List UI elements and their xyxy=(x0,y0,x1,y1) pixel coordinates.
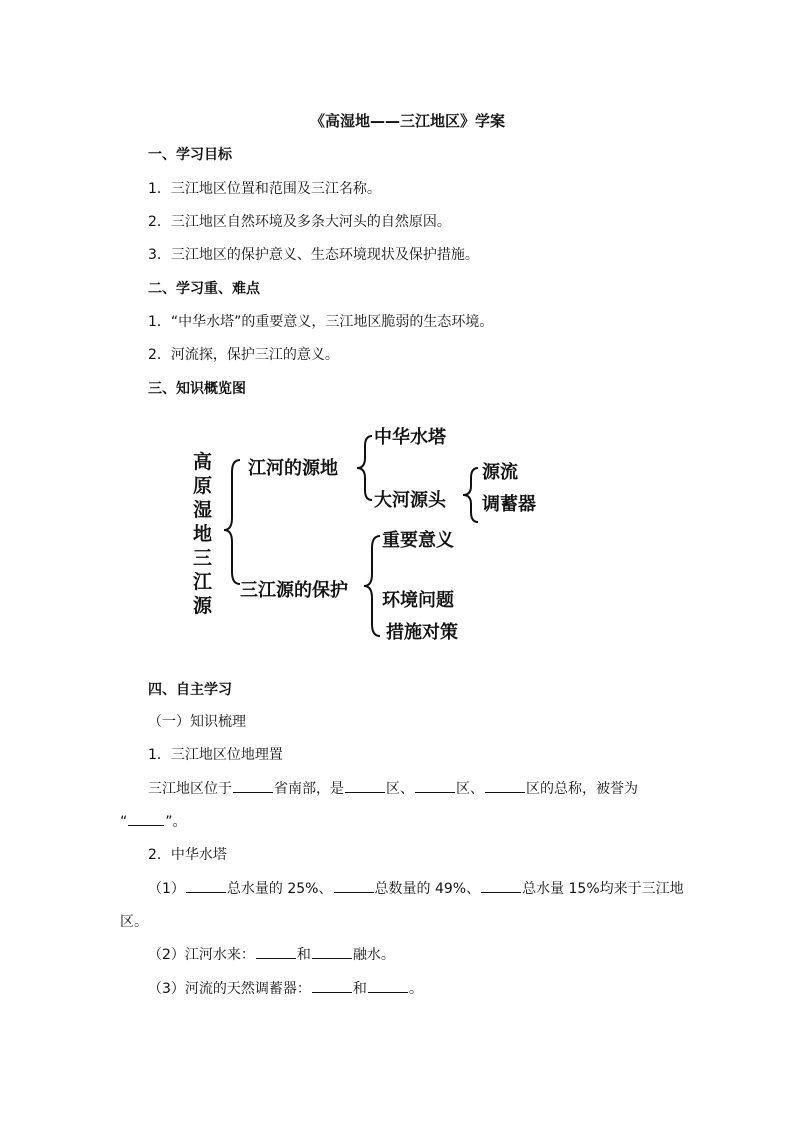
text: 融水。 xyxy=(352,947,395,963)
text: 区。 xyxy=(120,914,148,930)
concept-map xyxy=(0,410,794,670)
fill-line xyxy=(148,878,684,898)
blank[interactable] xyxy=(481,878,521,893)
blank[interactable] xyxy=(312,944,352,959)
text: ”。 xyxy=(165,814,187,830)
fill-line xyxy=(148,944,395,964)
goal-item: 3．三江地区的保护意义、生态环境现状及保护措施。 xyxy=(148,247,479,263)
section-heading-overview: 三、知识概览图 xyxy=(148,381,246,397)
node-source-flow: 源流 xyxy=(482,462,518,483)
section-heading-goals: 一、学习目标 xyxy=(148,147,232,163)
fill-line xyxy=(120,811,187,831)
blank[interactable] xyxy=(345,778,385,793)
blank[interactable] xyxy=(233,778,273,793)
node-river-headwater: 大河源头 xyxy=(374,490,446,511)
node-countermeasures: 措施对策 xyxy=(386,622,458,643)
item-title: 1．三江地区位地理置 xyxy=(148,747,283,763)
text: 总水量 15%均来于三江地 xyxy=(522,881,684,897)
text: 总水量的 25%、 xyxy=(226,881,333,897)
fill-line xyxy=(148,978,423,998)
root-char-4: 地 xyxy=(193,523,213,545)
blank[interactable] xyxy=(128,811,164,826)
text: （3）河流的天然调蓄器： xyxy=(148,981,311,997)
text: “ xyxy=(120,814,128,830)
keypoint-item: 2．河流探，保护三江的意义。 xyxy=(148,347,339,363)
text: 。 xyxy=(408,981,423,997)
blank[interactable] xyxy=(485,778,525,793)
text: （1） xyxy=(148,881,185,897)
node-env-problems: 环境问题 xyxy=(382,590,454,611)
blank[interactable] xyxy=(186,878,226,893)
root-char-7: 源 xyxy=(193,595,213,617)
page-title: 《高湿地——三江地区》学案 xyxy=(310,112,506,130)
headwater-brace xyxy=(463,468,478,522)
goal-item: 1．三江地区位置和范围及三江名称。 xyxy=(148,181,381,197)
text: 和 xyxy=(352,981,367,997)
blank[interactable] xyxy=(256,944,296,959)
text: 总数量的 49%、 xyxy=(374,881,481,897)
main-brace xyxy=(224,460,240,584)
item-title: 2．中华水塔 xyxy=(148,847,227,863)
root-label xyxy=(193,450,213,617)
root-char-5: 三 xyxy=(193,547,213,569)
node-water-tower: 中华水塔 xyxy=(374,427,446,448)
text: 区、 xyxy=(386,781,414,797)
blank[interactable] xyxy=(415,778,455,793)
sub-heading: （一）知识梳理 xyxy=(148,714,246,730)
branch-river-source: 江河的源地 xyxy=(248,458,338,479)
blank[interactable] xyxy=(368,978,408,993)
root-char-3: 湿 xyxy=(193,499,213,521)
keypoint-item: 1．“中华水塔”的重要意义，三江地区脆弱的生态环境。 xyxy=(148,314,494,330)
goal-item: 2．三江地区自然环境及多条大河头的自然原因。 xyxy=(148,214,451,230)
text: 区、 xyxy=(456,781,484,797)
text: 区的总称，被誉为 xyxy=(526,781,638,797)
branch2-brace xyxy=(364,536,380,636)
node-regulator: 调蓄器 xyxy=(482,494,536,515)
branch-protection: 三江源的保护 xyxy=(240,580,348,601)
root-char-2: 原 xyxy=(193,475,213,497)
fill-line xyxy=(148,778,638,798)
text: （2）江河水来： xyxy=(148,947,255,963)
node-significance: 重要意义 xyxy=(382,530,454,551)
section-heading-keypoints: 二、学习重、难点 xyxy=(148,281,260,297)
blank[interactable] xyxy=(334,878,374,893)
section-heading-selfstudy: 四、自主学习 xyxy=(148,682,232,698)
text: 三江地区位于 xyxy=(148,781,232,797)
root-char-1: 高 xyxy=(193,451,213,473)
branch1-brace xyxy=(357,436,372,500)
root-char-6: 江 xyxy=(193,571,213,593)
text: 省南部，是 xyxy=(274,781,344,797)
blank[interactable] xyxy=(312,978,352,993)
text: 和 xyxy=(296,947,311,963)
